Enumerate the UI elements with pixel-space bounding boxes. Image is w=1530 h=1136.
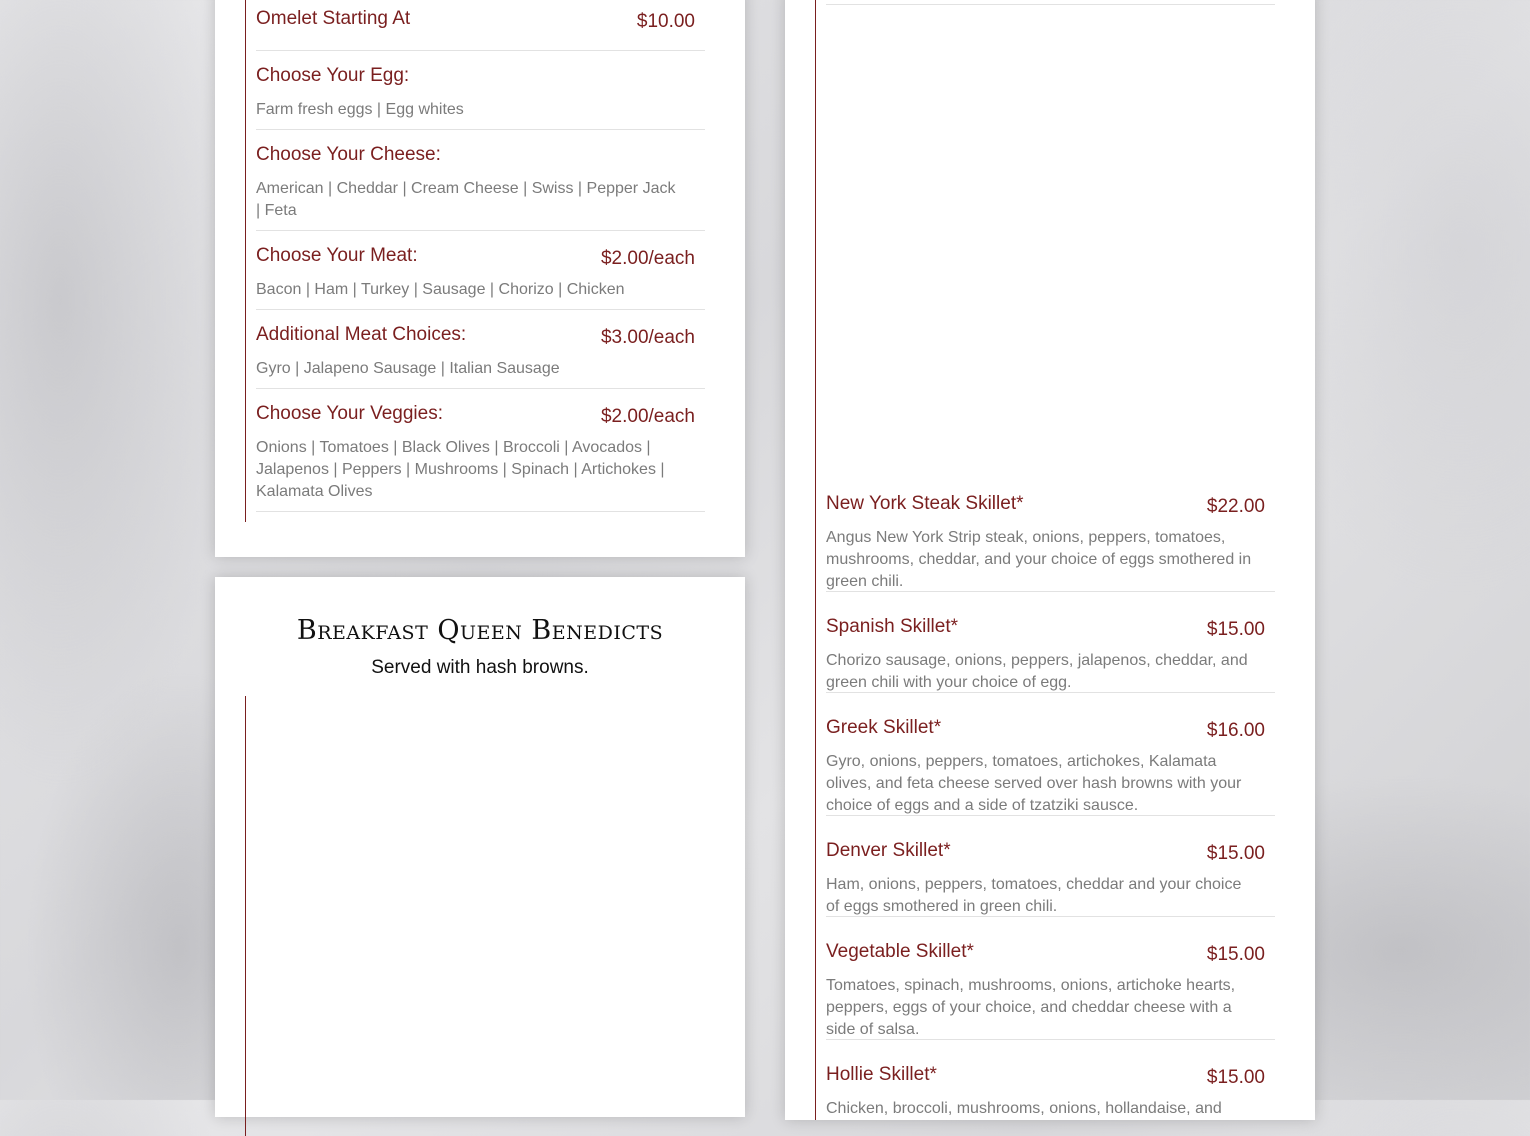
- item-description: Tomatoes, spinach, mushrooms, onions, artichoke hearts, peppers, eggs of your choice, and cheddar cheese with a side of salsa.: [826, 977, 1236, 1038]
- item-description: Chorizo sausage, onions, peppers, jalapenos, cheddar, and green chili with your choice of egg.: [826, 652, 1248, 691]
- menu-item-additional-meat: [256, 324, 705, 389]
- item-price: $15.00: [1206, 843, 1265, 864]
- menu-item-spanish-skillet: [826, 616, 1275, 693]
- menu-item-vegetable-skillet: [826, 941, 1275, 1040]
- accent-line: [245, 696, 246, 1136]
- item-price: $10.00: [636, 11, 695, 32]
- item-price: $3.00/each: [600, 327, 695, 348]
- menu-item-choose-veggies: [256, 403, 705, 512]
- accent-line: [815, 0, 816, 1120]
- item-name: Choose Your Veggies:: [256, 403, 443, 424]
- item-price: $2.00/each: [600, 406, 695, 427]
- benedicts-panel: [215, 577, 745, 1117]
- item-price: $16.00: [1206, 720, 1265, 741]
- item-price: $15.00: [1206, 944, 1265, 965]
- item-description: Ham, onions, peppers, tomatoes, cheddar and your choice of eggs smothered in green chili.: [826, 876, 1242, 915]
- menu-item-omelet-starting: [256, 8, 705, 51]
- menu-item-greek-skillet: [826, 717, 1275, 816]
- section-subtitle: Served with hash browns.: [371, 657, 589, 678]
- item-name: Choose Your Egg:: [256, 65, 410, 86]
- item-name: Additional Meat Choices:: [256, 324, 467, 345]
- item-description: Gyro | Jalapeno Sausage | Italian Sausage: [256, 360, 560, 377]
- item-name: Choose Your Cheese:: [256, 144, 441, 165]
- item-description: Gyro, onions, peppers, tomatoes, artichokes, Kalamata olives, and feta cheese served over hash browns with your choice of eggs and a side of tzatziki sausce.: [826, 753, 1242, 814]
- skillets-panel: [785, 0, 1315, 1120]
- item-name: Choose Your Meat:: [256, 245, 418, 266]
- item-name: Greek Skillet*: [826, 717, 942, 738]
- item-price: $15.00: [1206, 619, 1265, 640]
- item-name: Vegetable Skillet*: [826, 941, 974, 962]
- item-description: Bacon | Ham | Turkey | Sausage | Chorizo | Chicken: [256, 281, 625, 298]
- item-name: Denver Skillet*: [826, 840, 951, 861]
- item-name: New York Steak Skillet*: [826, 493, 1024, 514]
- item-price: $2.00/each: [600, 248, 695, 269]
- item-name: Omelet Starting At: [256, 8, 411, 29]
- item-description: American | Cheddar | Cream Cheese | Swiss | Pepper Jack | Feta: [256, 180, 676, 219]
- menu-item-hollie-skillet: [826, 1064, 1275, 1124]
- divider: [826, 4, 1275, 5]
- item-name: Hollie Skillet*: [826, 1064, 937, 1085]
- omelet-panel: [215, 0, 745, 557]
- accent-line: [245, 0, 246, 522]
- item-description: Chicken, broccoli, mushrooms, onions, hollandaise, and: [826, 1100, 1222, 1117]
- item-description: Onions | Tomatoes | Black Olives | Broccoli | Avocados | Jalapenos | Peppers | Mushrooms | Spinach | Artichokes | Kalamata Olives: [256, 439, 665, 500]
- menu-item-new-york-steak-skillet: [826, 493, 1275, 592]
- item-description: Angus New York Strip steak, onions, peppers, tomatoes, mushrooms, cheddar, and your choice of eggs smothered in green chili.: [826, 529, 1252, 590]
- menu-item-choose-egg: [256, 65, 705, 130]
- menu-item-denver-skillet: [826, 840, 1275, 917]
- item-price: $15.00: [1206, 1067, 1265, 1088]
- section-title: Breakfast Queen Benedicts: [296, 615, 664, 646]
- item-price: $22.00: [1206, 496, 1265, 517]
- menu-item-choose-cheese: [256, 144, 705, 231]
- menu-item-choose-meat: [256, 245, 705, 310]
- item-description: Farm fresh eggs | Egg whites: [256, 101, 464, 118]
- item-name: Spanish Skillet*: [826, 616, 959, 637]
